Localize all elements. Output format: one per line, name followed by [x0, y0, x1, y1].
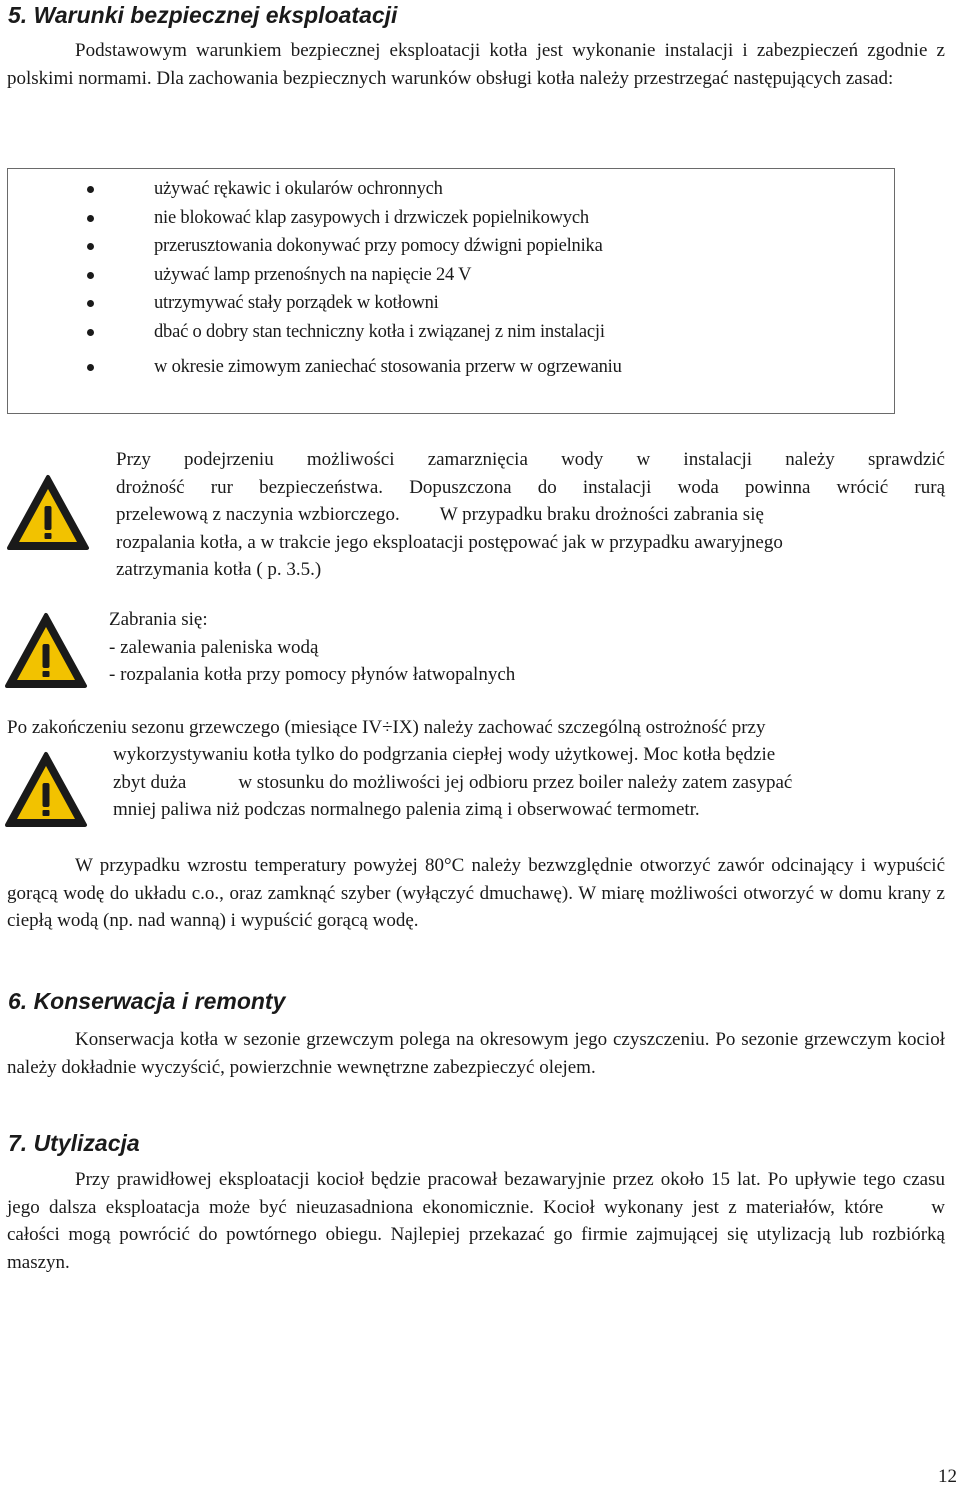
bullet-icon	[87, 329, 94, 336]
temperature-paragraph: W przypadku wzrostu temperatury powyżej 80°C należy bezwzględnie otworzyć zawór odcinający i wypuścić gorącą wodę do układu c.o., oraz zamknąć szyber (wyłączyć dmuchawę). W miarę możliwości otworzyć w domu krany z ciepłą wodą (np. nad wanną) i wypuścić gorącą wodę.	[7, 855, 945, 931]
list-item: w okresie zimowym zaniechać stosowania przerw w ogrzewaniu	[8, 353, 894, 382]
bullet-icon	[87, 186, 94, 193]
section-6-text: Konserwacja kotła w sezonie grzewczym polega na okresowym jego czyszczeniu. Po sezonie grzewczym kocioł należy dokładnie wyczyścić, powierzchnie wewnętrzne zabezpieczyć olejem.	[7, 1029, 945, 1078]
list-item: nie blokować klap zasypowych i drzwiczek popielnikowych	[8, 204, 894, 233]
bullet-icon	[87, 215, 94, 222]
safety-rules-list	[8, 175, 894, 381]
warning-triangle-icon	[4, 751, 88, 829]
warning-3-first-line: Po zakończeniu sezonu grzewczego (miesiące IV÷IX) należy zachować szczególną ostrożność przy	[7, 717, 766, 738]
section-7-text: Przy prawidłowej eksploatacji kocioł będzie pracował bezawaryjnie przez około 15 lat. Po upływie tego czasu jego dalsza eksploatacja może być nieuzasadniona ekonomicznie. Kocioł wykonany jest z materiałów, które w całości mogą powrócić do powtórnego obiegu. Najlepiej przekazać go firmie zajmującej się utylizacją lub rozbiórką maszyn.	[7, 1169, 945, 1273]
section-5-intro: Podstawowym warunkiem bezpiecznej eksploatacji kotła jest wykonanie instalacji i zabezpieczeń zgodnie z polskimi normami. Dla zachowania bezpiecznych warunków obsługi kotła należy przestrzegać następujących zasad:	[7, 40, 945, 89]
warning-triangle-icon	[4, 612, 88, 690]
list-item: przerusztowania dokonywać przy pomocy dźwigni popielnika	[8, 232, 894, 261]
safety-rules-box	[7, 168, 895, 414]
warning-2-text: Zabrania się: - zalewania paleniska wodą - rozpalania kotła przy pomocy płynów łatwopalnych	[109, 609, 516, 685]
list-item: dbać o dobry stan techniczny kotła i związanej z nim instalacji	[8, 318, 894, 347]
list-item: używać rękawic i okularów ochronnych	[8, 175, 894, 204]
section-6-title: 6. Konserwacja i remonty	[8, 988, 286, 1014]
list-item: utrzymywać stały porządek w kotłowni	[8, 289, 894, 318]
warning-3-text: wykorzystywaniu kotła tylko do podgrzania ciepłej wody użytkowej. Moc kotła będzie zbyt duża w stosunku do możliwości jej odbioru przez boiler należy zatem zasypać mniej paliwa niż podczas normalnego palenia zimą i obserwować termometr.	[113, 744, 793, 820]
bullet-icon	[87, 300, 94, 307]
bullet-icon	[87, 364, 94, 371]
list-item: używać lamp przenośnych na napięcie 24 V	[8, 261, 894, 290]
bullet-icon	[87, 272, 94, 279]
bullet-icon	[87, 243, 94, 250]
section-7-title: 7. Utylizacja	[8, 1130, 140, 1156]
page-number: 12	[938, 1466, 957, 1487]
section-5-title: 5. Warunki bezpiecznej eksploatacji	[8, 2, 398, 28]
warning-1-text: Przy podejrzeniu możliwości zamarznięcia wody w instalacji należy sprawdzić drożność rur bezpieczeństwa. Dopuszczona do instalacji woda powinna wrócić rurą przelewową z naczynia wzbiorczego. W przypadku braku drożności zabrania się rozpalania kotła, a w trakcie jego eksploatacji postępować jak w przypadku awaryjnego zatrzymania kotła ( p. 3.5.)	[116, 449, 945, 580]
warning-triangle-icon	[6, 474, 90, 552]
